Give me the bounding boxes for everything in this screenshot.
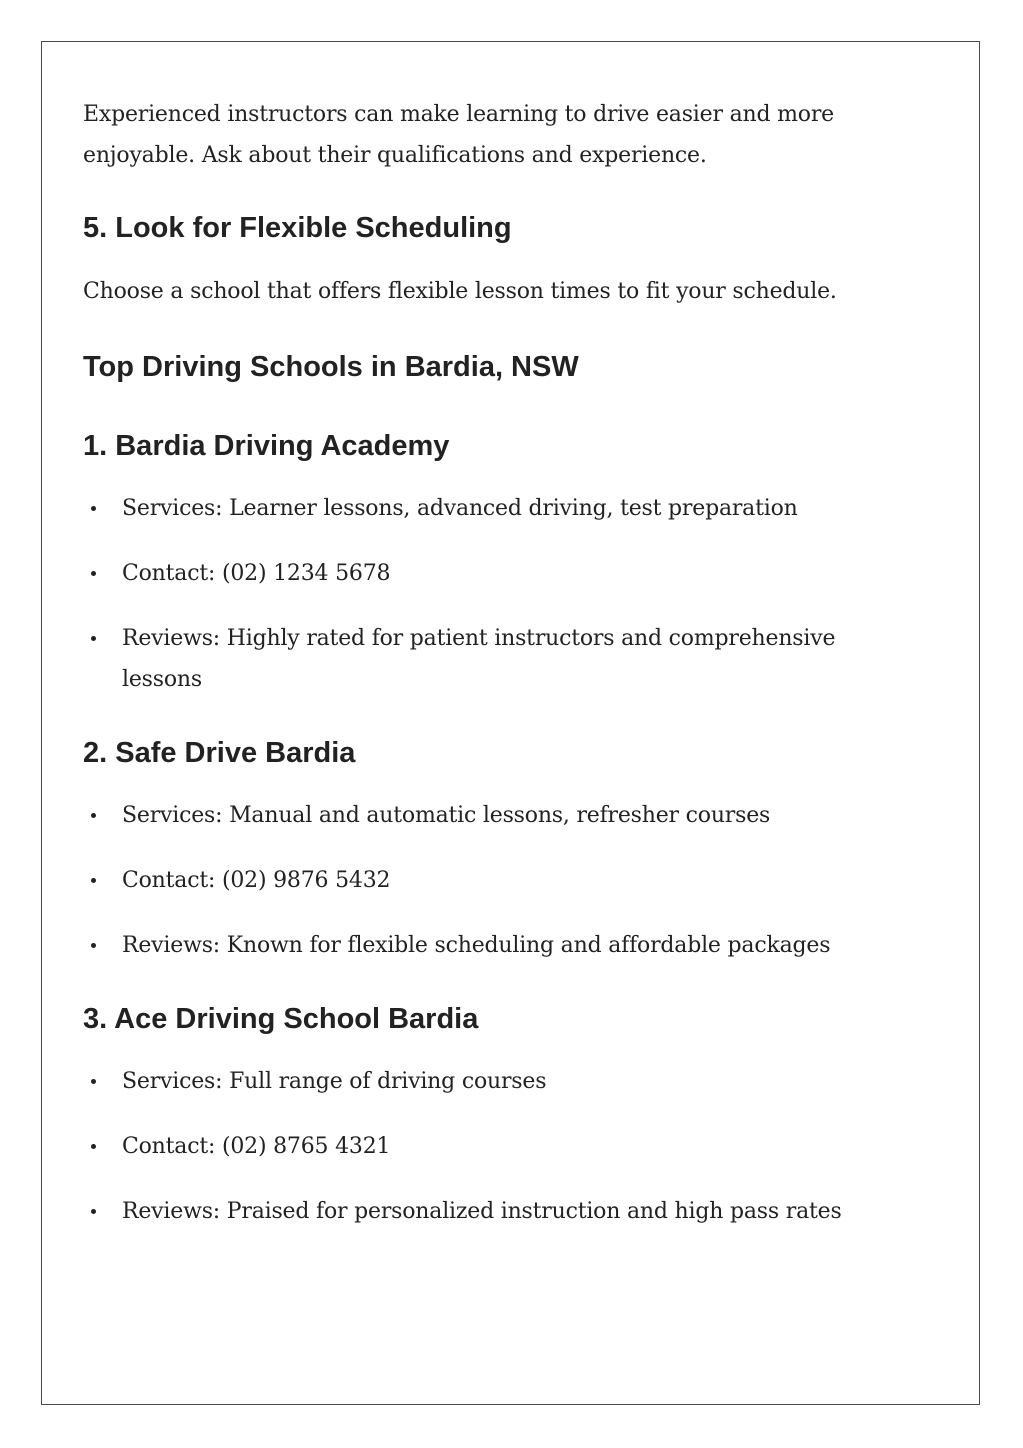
list-item-text: Reviews: Known for flexible scheduling and affordable packages (122, 933, 831, 958)
list-item-text: Contact: (02) 1234 5678 (122, 561, 391, 586)
intro-paragraph: Experienced instructors can make learning to drive easier and more enjoyable. Ask about their qualifications and experience. (83, 102, 834, 168)
list-item-text: Reviews: Highly rated for patient instructors and comprehensive lessons (122, 626, 836, 692)
list-item (83, 860, 873, 901)
section-paragraph-flexible-scheduling: Choose a school that offers flexible lesson times to fit your schedule. (83, 279, 837, 304)
list-item (83, 553, 873, 594)
list-item-text: Reviews: Praised for personalized instruction and high pass rates (122, 1199, 842, 1224)
list-item (83, 618, 873, 700)
list-item-text: Contact: (02) 8765 4321 (122, 1134, 391, 1159)
school-details-list (83, 1061, 873, 1232)
top-schools-heading: Top Driving Schools in Bardia, NSW (83, 351, 579, 383)
list-item (83, 925, 873, 966)
list-item (83, 488, 873, 529)
school-heading: 2. Safe Drive Bardia (83, 737, 356, 769)
school-details-list (83, 488, 873, 700)
list-item-text: Contact: (02) 9876 5432 (122, 868, 391, 893)
document-content (83, 94, 873, 1232)
bullet-icon (91, 636, 96, 641)
bullet-icon (91, 1209, 96, 1214)
bullet-icon (91, 571, 96, 576)
list-item-text: Services: Learner lessons, advanced driving, test preparation (122, 496, 798, 521)
school-heading: 1. Bardia Driving Academy (83, 430, 450, 462)
section-heading-flexible-scheduling: 5. Look for Flexible Scheduling (83, 212, 512, 244)
list-item (83, 795, 873, 836)
bullet-icon (91, 943, 96, 948)
school-heading: 3. Ace Driving School Bardia (83, 1003, 479, 1035)
school-details-list (83, 795, 873, 966)
bullet-icon (91, 813, 96, 818)
list-item (83, 1191, 873, 1232)
list-item (83, 1061, 873, 1102)
list-item (83, 1126, 873, 1167)
bullet-icon (91, 1144, 96, 1149)
list-item-text: Services: Manual and automatic lessons, refresher courses (122, 803, 771, 828)
list-item-text: Services: Full range of driving courses (122, 1069, 547, 1094)
bullet-icon (91, 1079, 96, 1084)
bullet-icon (91, 878, 96, 883)
bullet-icon (91, 506, 96, 511)
